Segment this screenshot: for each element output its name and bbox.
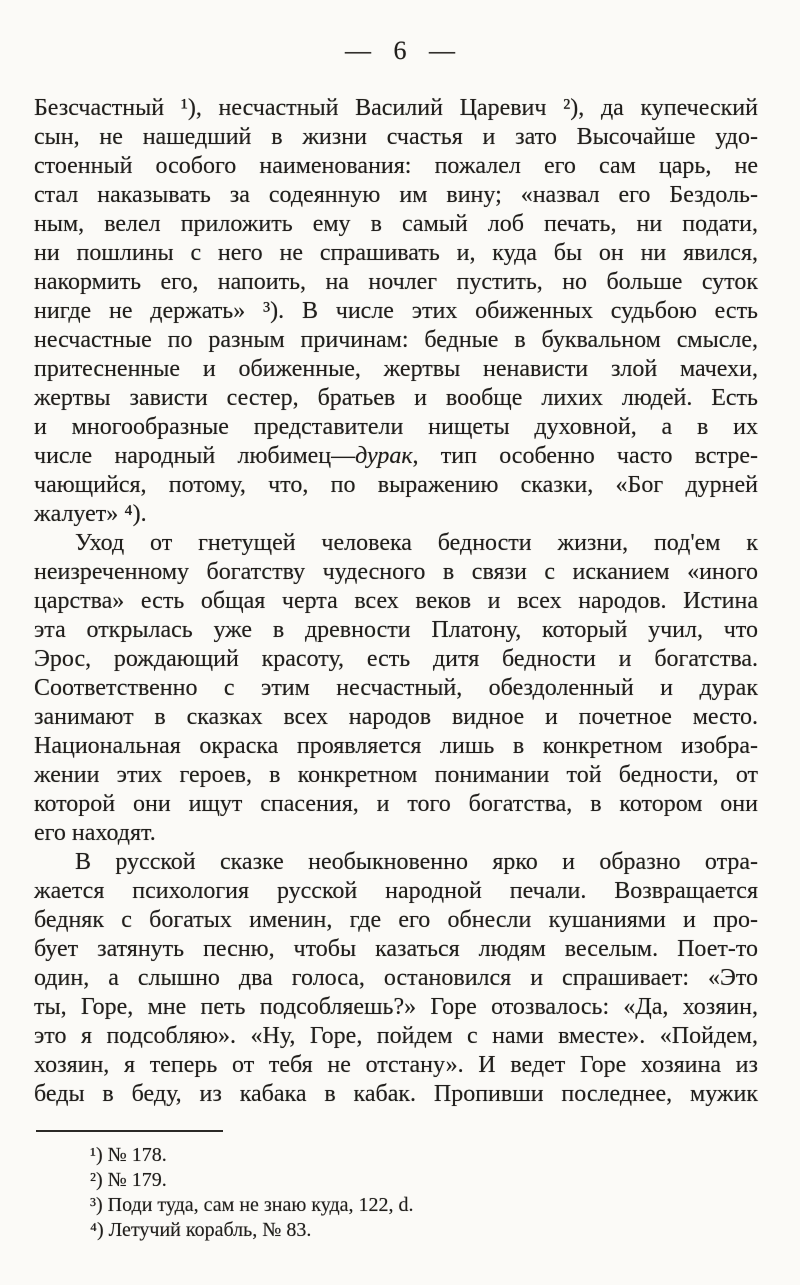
text-block [34,94,758,1109]
text-line [34,732,758,761]
text-line [34,790,758,819]
text-line [34,674,758,703]
text-line [34,877,758,906]
text-line [34,761,758,790]
footnote: ⁴) Летучий корабль, № 83. [90,1219,312,1241]
text-line [34,1080,758,1109]
footnotes [34,1143,758,1243]
text-segment: притесненные и обиженные, жертвы ненависти злой мачехи, [34,356,758,382]
footnote: ¹) № 178. [90,1144,167,1166]
text-line [34,384,758,413]
text-segment: Уход от гнетущей человека бедности жизни, под'ем к [75,530,758,556]
text-segment: сын, не нашедший в жизни счастья и зато Высочайше удо- [34,124,758,150]
text-segment: жалует» ⁴). [34,501,147,527]
text-line [34,297,758,326]
text-segment: бедняк с богатых именин, где его обнесли кушаниями и про- [34,907,758,933]
text-segment: беды в беду, из кабака в кабак. Пропивши последнее, мужик [34,1081,758,1107]
text-line [34,993,758,1022]
text-line [34,413,758,442]
text-line [34,181,758,210]
text-line [34,1022,758,1051]
page-number: — 6 — [345,36,455,65]
text-segment: его находят. [34,820,156,846]
paragraph [34,94,758,529]
text-line [34,355,758,384]
text-segment: занимают в сказках всех народов видное и почетное место. [34,704,758,730]
text-segment: это я подсобляю». «Ну, Горе, пойдем с нами вместе». «Пойдем, [34,1023,758,1049]
text-line [34,1051,758,1080]
text-segment: один, а слышно два голоса, остановился и спрашивает: «Это [34,965,758,991]
text-segment: Безсчастный ¹), несчастный Василий Царевич ²), да купеческий [34,95,758,121]
text-line [34,442,758,471]
text-line [34,326,758,355]
italic-term: дурак [355,443,413,469]
text-line [34,616,758,645]
text-line [34,123,758,152]
text-segment: и многообразные представители нищеты духовной, а в их [34,414,758,440]
text-segment: ным, велел приложить ему в самый лоб печать, ни подати, [34,211,758,237]
text-segment: Эрос, рождающий красоту, есть дитя бедности и богатства. [34,646,758,672]
text-segment: стал наказывать за содеянную им вину; «назвал его Бездоль- [34,182,758,208]
footnote: ³) Поди туда, сам не знаю куда, 122, d. [90,1194,414,1216]
paragraph [34,529,758,848]
text-segment: чающийся, потому, что, по выражению сказки, «Бог дурней [34,472,758,498]
text-segment: Национальная окраска проявляется лишь в конкретном изобра- [34,733,758,759]
text-segment: накормить его, напоить, на ночлег пустить, но больше суток [34,269,758,295]
text-segment: жается психология русской народной печали. Возвращается [34,878,758,904]
text-segment: нигде не держать» ³). В числе этих обиженных судьбою есть [34,298,758,324]
text-line [34,210,758,239]
text-line [34,703,758,732]
text-segment: , тип особенно часто встре- [412,443,758,469]
text-segment: несчастные по разным причинам: бедные в буквальном смысле, [34,327,758,353]
text-segment: жении этих героев, в конкретном понимании той бедности, от [34,762,758,788]
text-line [34,645,758,674]
text-segment: ни пошлины с него не спрашивать и, куда бы он ни явился, [34,240,758,266]
text-line [34,906,758,935]
text-segment: ты, Горе, мне петь подсобляешь?» Горе отозвалось: «Да, хозяин, [34,994,758,1020]
footnote-separator [36,1130,223,1132]
text-line [34,819,758,848]
text-line [34,471,758,500]
text-segment: которой они ищут спасения, и того богатства, в котором они [34,791,758,817]
text-segment: числе народный любимец— [34,443,356,469]
text-line [34,848,758,877]
text-line [34,964,758,993]
paragraph [34,848,758,1109]
text-segment: В русской сказке необыкновенно ярко и образно отра- [75,849,758,875]
text-segment: стоенный особого наименования: пожалел его сам царь, не [34,153,758,179]
text-segment: бует затянуть песню, чтобы казаться людям веселым. Поет-то [34,936,758,962]
text-segment: неизреченному богатству чудесного в связи с исканием «иного [34,559,758,585]
text-line [34,94,758,123]
text-segment: эта открылась уже в древности Платону, который учил, что [34,617,758,643]
text-segment: хозяин, я теперь от тебя не отстану». И ведет Горе хозяина из [34,1052,758,1078]
text-segment: царства» есть общая черта всех веков и всех народов. Истина [34,588,758,614]
text-line [34,500,758,529]
text-line [34,587,758,616]
footnote: ²) № 179. [90,1169,167,1191]
text-line [34,239,758,268]
text-segment: Соответственно с этим несчастный, обездоленный и дурак [34,675,758,701]
text-line [34,935,758,964]
text-line [34,529,758,558]
text-line [34,268,758,297]
text-line [34,152,758,181]
text-segment: жертвы зависти сестер, братьев и вообще лихих людей. Есть [34,385,758,411]
text-line [34,558,758,587]
